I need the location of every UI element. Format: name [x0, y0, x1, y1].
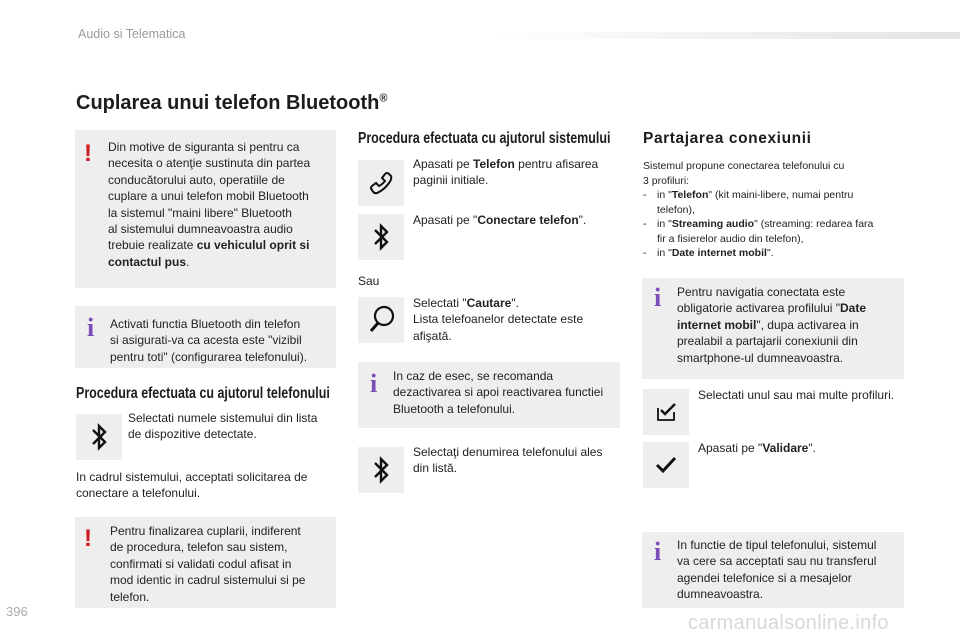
- text-accept-connection: In cadrul sistemului, acceptati solicitarea de conectare a telefonului.: [76, 470, 308, 501]
- list-item: - in "Telefon" (kit maini-libere, numai pentru telefon),: [643, 189, 854, 216]
- info-box-activate-bluetooth: [75, 306, 336, 368]
- checkbox-list-icon: [643, 389, 689, 435]
- profiles-list: [643, 188, 908, 261]
- info-mark: i: [654, 537, 662, 566]
- section-title-connection-sharing: Partajarea conexiunii: [643, 130, 812, 147]
- info-mark: i: [370, 369, 378, 398]
- step-press-phone: Apasati pe Telefon pentru afisarea paginii initiale.: [413, 157, 599, 188]
- profiles-intro: Sistemul propune conectarea telefonului cu 3 profiluri:: [643, 160, 845, 187]
- header-rule: [490, 32, 960, 39]
- page-number: 396: [6, 604, 28, 619]
- list-item: - in "Date internet mobil".: [643, 247, 774, 259]
- warning-mark: !: [84, 140, 92, 167]
- chapter-header: Audio si Telematica: [78, 27, 186, 41]
- search-magnifier-icon: [358, 297, 404, 343]
- step-press-connect-phone: Apasati pe "Conectare telefon".: [413, 213, 587, 227]
- step-select-search: Selectati "Cautare". Lista telefoanelor detectate este afişată.: [413, 296, 584, 343]
- info-text-failure: In caz de esec, se recomanda dezactivarea si apoi reactivarea functiei Bluetooth a telefonului.: [393, 369, 604, 416]
- warning-text-confirm-code: Pentru finalizarea cuplarii, indiferent de procedura, telefon sau sistem, confirmati si validati codul afisat in mod identic in cadrul sistemului si pe telefon.: [110, 524, 306, 604]
- bluetooth-icon: [358, 447, 404, 493]
- bluetooth-icon: [76, 414, 122, 460]
- text-or: Sau: [358, 274, 380, 288]
- section-title-phone-procedure: Procedura efectuata cu ajutorul telefonului: [76, 385, 330, 402]
- warning-mark: !: [84, 525, 92, 552]
- step-select-profiles: Selectati unul sau mai multe profiluri.: [698, 388, 895, 402]
- info-mark: i: [87, 313, 95, 342]
- info-text-activate-bluetooth: Activati functia Bluetooth din telefon si asigurati-va ca acesta este "vizibil pentru toti" (configurarea telefonului).: [110, 317, 308, 364]
- info-mark: i: [654, 283, 662, 312]
- watermark: carmanualsonline.info: [688, 612, 889, 634]
- list-item: - in "Streaming audio" (streaming: redarea fara fir a fisierelor audio din telefon),: [643, 218, 874, 245]
- warning-box-safety: [75, 130, 336, 288]
- info-box-failure: [358, 362, 620, 428]
- checkmark-icon: [643, 442, 689, 488]
- info-text-connected-navigation: Pentru navigatia conectata este obligatorie activarea profilului "Date internet mobil", dupa activarea in prealabil a partajarii conexiunii din smartphone-ul dumneavoastra.: [677, 285, 867, 365]
- page-title-text: Cuplarea unui telefon Bluetooth: [76, 92, 380, 114]
- warning-text-safety: Din motive de siguranta si pentru ca necesita o atenţie sustinuta din partea conducătorului auto, operatiile de cuplare a unui telefon mobil Bluetooth la sistemul "maini libere" Bluetooth al sistemului dumneavoastra audio trebuie realizate cu vehiculul oprit si contactul pus.: [108, 140, 311, 269]
- bluetooth-icon: [358, 214, 404, 260]
- phone-handset-icon: [358, 160, 404, 206]
- info-box-connected-navigation: [642, 278, 904, 379]
- step-select-system-name: Selectati numele sistemului din lista de dispozitive detectate.: [128, 411, 318, 442]
- warning-box-confirm-code: [75, 517, 336, 608]
- section-title-system-procedure: Procedura efectuata cu ajutorul sistemului: [358, 130, 611, 147]
- registered-mark: ®: [379, 92, 388, 105]
- page-title: [76, 92, 387, 115]
- step-press-validate: Apasati pe "Validare".: [698, 441, 816, 455]
- step-select-phone-name: Selectaţi denumirea telefonului ales din listă.: [413, 445, 603, 476]
- info-box-phone-agenda: [642, 532, 904, 608]
- info-text-phone-agenda: In functie de tipul telefonului, sistemul va cere sa acceptati sau nu transferul agendei telefonice si a mesajelor dumneavoastra.: [677, 538, 877, 602]
